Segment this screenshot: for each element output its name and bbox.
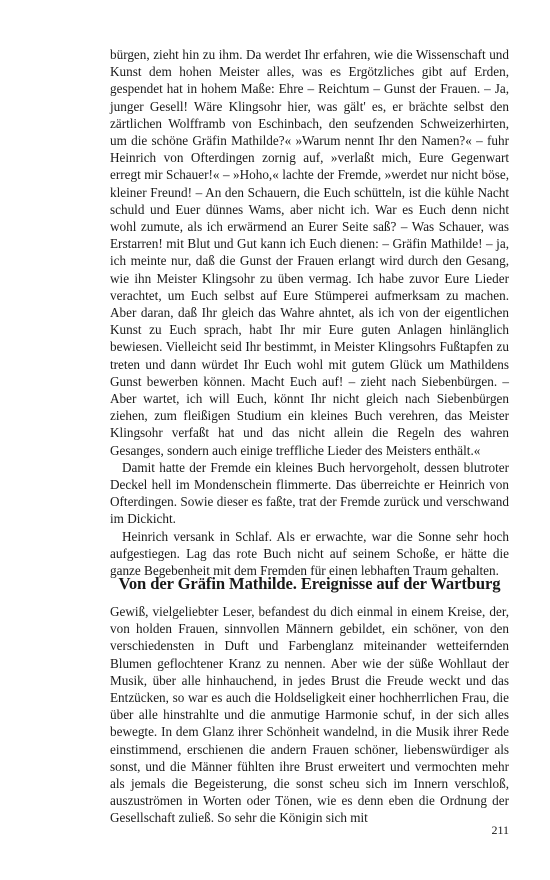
body-text-top	[110, 46, 509, 579]
page-number: 211	[491, 823, 509, 837]
paragraph-dialogue: bürgen, zieht hin zu ihm. Da werdet Ihr erfahren, wie die Wissenschaft und Kunst dem hohen Meister alles, was es Ergötzliches gibt auf Erden, gespendet hat in hohem Maße: Ehre – Reichtum – Gunst der Frauen. – Ja, junger Gesell! Wäre Klingsohr hier, was gält' es, er brächte selbst den zärtlichen Wolfframb von Eschinbach, den seufzenden Schweizerhirten, um die schöne Gräfin Mathilde?« »Warum nennt Ihr den Namen?« – fuhr Heinrich von Ofterdingen zornig auf, »verlaßt mich, Eure Gegenwart erregt mir Schauer!« – »Hoho,« lachte der Fremde, »werdet nur nicht böse, kleiner Freund! – An den Schauern, die Euch schütteln, ist die kühle Nacht schuld und Euer dünnes Wams, aber nicht ich. War es Euch denn nicht wohl zumute, als ich erwärmend an Eurer Seite saß? – Was Schauer, was Erstarren! mit Blut und Gut kann ich Euch dienen: – Gräfin Mathilde! – ja, ich meinte nur, daß die Gunst der Frauen erlangt wird durch den Gesang, wie ihn Meister Klingsohr zu üben vermag. Ich habe zuvor Eure Lieder verachtet, um Euch selbst auf Eure Stümperei aufmerksam zu machen. Aber daran, daß Ihr gleich das Wahre ahntet, als ich von der eigentlichen Kunst zu Euch sprach, habt Ihr mir Eure guten Anlagen hinlänglich bewiesen. Vielleicht seid Ihr bestimmt, in Meister Klingsohrs Fußtapfen zu treten und dann würdet Ihr Euch wohl mit gutem Glück um Mathildens Gunst bewerben können. Macht Euch auf! – zieht nach Siebenbürgen. – Aber wartet, ich will Euch, könnt Ihr nicht gleich nach Siebenbürgen ziehen, zum fleißigen Studium ein kleines Buch verehren, das Meister Klingsohr verfaßt hat und das nicht allein die Regeln des wahren Gesanges, sondern auch einige treffliche Lieder des Meisters enthält.«	[110, 47, 509, 458]
paragraph-red-book: Damit hatte der Fremde ein kleines Buch hervorgeholt, dessen blutroter Deckel hell im Mondenschein flimmerte. Das überreichte er Heinrich von Ofterdingen. Sowie dieser es faßte, trat der Fremde zurück und verschwand im Dickicht.	[110, 459, 509, 527]
body-text-chapter	[110, 603, 509, 827]
paragraph-awakening: Heinrich versank in Schlaf. Als er erwachte, war die Sonne sehr hoch aufgestiegen. Lag das rote Buch nicht auf seinem Schoße, er hätte die ganze Begebenheit mit dem Fremden für einen lebhaften Traum gehalten.	[110, 528, 509, 579]
chapter-heading: Von der Gräfin Mathilde. Ereignisse auf der Wartburg	[118, 574, 501, 593]
paragraph-chapter-opening: Gewiß, vielgeliebter Leser, befandest du dich einmal in einem Kreise, der, von holden Frauen, sinnvollen Männern gebildet, ein schöner, von den verschiedensten in Duft und Farbenglanz miteinander wetteifernden Blumen geflochtener Kranz zu nennen. Aber wie der süße Wohllaut der Musik, über alle hinhauchend, in jedes Brust die Freude weckt und das Entzücken, so war es auch die Holdseligkeit einer hochherrlichen Frau, die über alle hinstrahlte und die anmutige Harmonie schuf, in der sich alles bewegte. In dem Glanz ihrer Schönheit wandelnd, in die Musik ihrer Rede einstimmend, erschienen die andern Frauen schöner, liebenswürdiger als sonst, und die Männer fühlten ihre Brust erweitert und vermochten mehr als jemals die Begeisterung, die sonst scheu sich im Innern verschloß, auszuströmen in Worten oder Tönen, wie es denn eben die Ordnung der Gesellschaft zuließ. So sehr die Königin sich mit	[110, 604, 509, 826]
